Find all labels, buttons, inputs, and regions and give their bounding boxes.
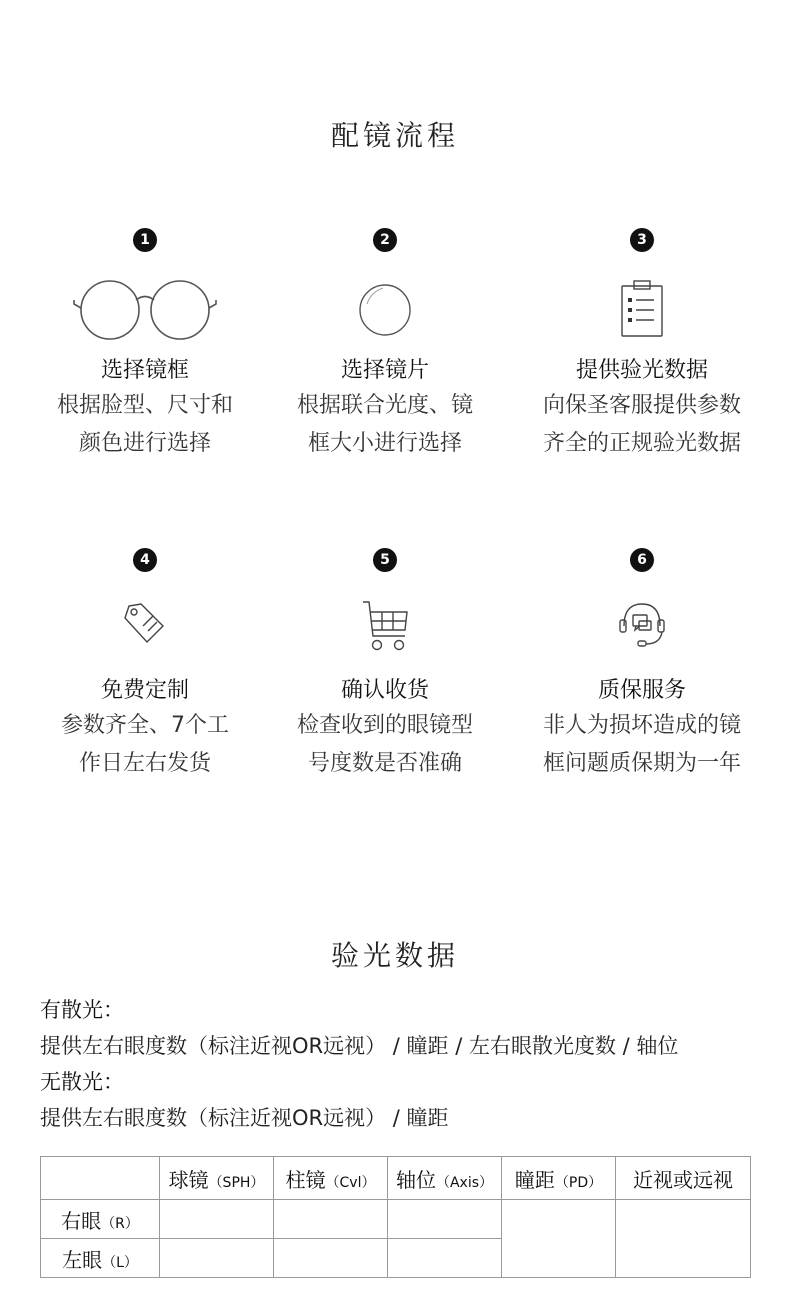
step-confirm-receipt xyxy=(270,548,500,782)
no-astigmatism-label: 无散光： xyxy=(40,1070,124,1094)
step-select-frame xyxy=(30,228,260,462)
step-provide-data xyxy=(527,228,757,462)
table-corner-cell xyxy=(41,1157,160,1200)
cell-right-sph xyxy=(160,1200,274,1239)
step-select-lens xyxy=(270,228,500,462)
headset-icon xyxy=(527,580,757,660)
step-desc-line1: 根据脸型、尺寸和 xyxy=(56,393,233,418)
cell-left-sph xyxy=(160,1239,274,1278)
step-desc-line1: 参数齐全、7个工 xyxy=(61,713,229,738)
step-number-badge: 1 xyxy=(133,228,157,252)
cell-pd xyxy=(502,1200,616,1278)
step-desc-line2: 颜色进行选择 xyxy=(78,431,211,456)
step-number-badge: 6 xyxy=(630,548,654,572)
lens-icon xyxy=(270,260,500,340)
step-desc-line2: 号度数是否准确 xyxy=(307,751,462,776)
header-pd: 瞳距（PD） xyxy=(502,1157,616,1200)
table-header-row xyxy=(41,1157,751,1200)
step-title: 质保服务 xyxy=(597,678,686,703)
step-title: 选择镜片 xyxy=(340,358,429,383)
step-title: 免费定制 xyxy=(100,678,189,703)
cell-right-cyl xyxy=(274,1200,388,1239)
header-myopia-hyperopia: 近视或远视 xyxy=(616,1157,751,1200)
clipboard-icon xyxy=(527,260,757,340)
step-free-custom xyxy=(30,548,260,782)
step-number-badge: 2 xyxy=(373,228,397,252)
step-title: 选择镜框 xyxy=(100,358,189,383)
shopping-cart-icon xyxy=(270,580,500,660)
cell-right-axis xyxy=(388,1200,502,1239)
step-desc-line2: 齐全的正规验光数据 xyxy=(542,431,741,456)
prescription-table xyxy=(40,1156,751,1278)
no-astigmatism-requirements: 提供左右眼度数（标注近视OR远视） / 瞳距 xyxy=(40,1106,449,1130)
row-label-right-eye: 右眼（R） xyxy=(41,1200,160,1239)
cell-left-axis xyxy=(388,1239,502,1278)
step-title: 提供验光数据 xyxy=(575,358,708,383)
section-title-process: 配镜流程 xyxy=(330,119,459,152)
astigmatism-label: 有散光： xyxy=(40,998,124,1022)
price-tag-icon xyxy=(30,580,260,660)
step-desc-line1: 向保圣客服提供参数 xyxy=(542,393,741,418)
header-sph: 球镜（SPH） xyxy=(160,1157,274,1200)
step-number-badge: 5 xyxy=(373,548,397,572)
row-label-left-eye: 左眼（L） xyxy=(41,1239,160,1278)
step-desc-line2: 框问题质保期为一年 xyxy=(542,751,741,776)
step-title: 确认收货 xyxy=(340,678,429,703)
step-desc-line1: 根据联合光度、镜 xyxy=(296,393,473,418)
step-number-badge: 4 xyxy=(133,548,157,572)
step-desc-line2: 框大小进行选择 xyxy=(307,431,462,456)
section-title-rx-data: 验光数据 xyxy=(330,939,459,972)
cell-myopia-hyperopia xyxy=(616,1200,751,1278)
table-row xyxy=(41,1200,751,1239)
astigmatism-requirements: 提供左右眼度数（标注近视OR远视） / 瞳距 / 左右眼散光度数 / 轴位 xyxy=(40,1034,679,1058)
step-desc-line2: 作日左右发货 xyxy=(78,751,211,776)
header-cyl: 柱镜（Cvl） xyxy=(274,1157,388,1200)
step-desc-line1: 检查收到的眼镜型 xyxy=(296,713,473,738)
step-desc-line1: 非人为损坏造成的镜 xyxy=(542,713,741,738)
cell-left-cyl xyxy=(274,1239,388,1278)
step-number-badge: 3 xyxy=(630,228,654,252)
glasses-icon xyxy=(30,260,260,340)
header-axis: 轴位（Axis） xyxy=(388,1157,502,1200)
step-warranty xyxy=(527,548,757,782)
